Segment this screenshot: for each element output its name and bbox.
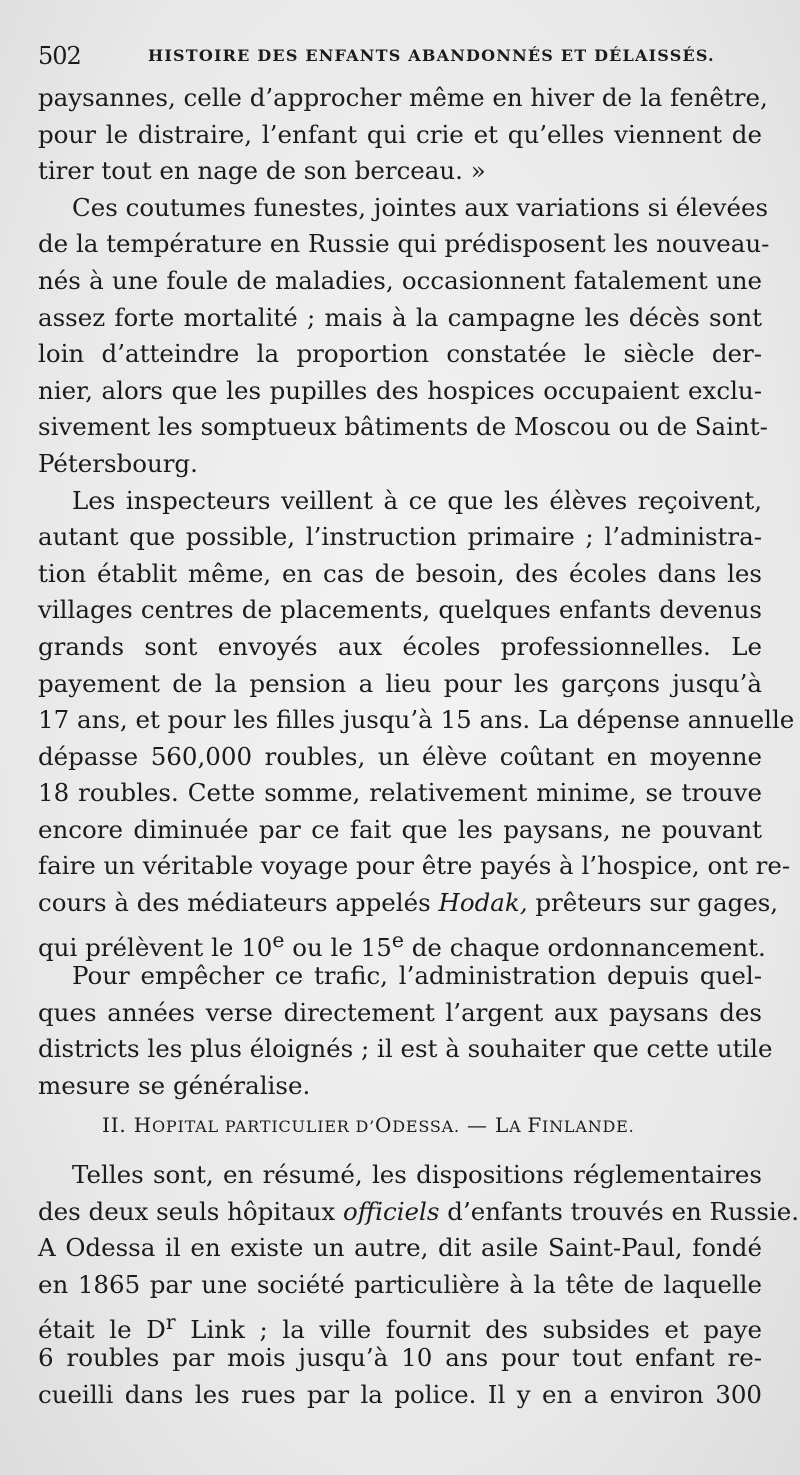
text-line bbox=[38, 922, 766, 962]
text-span: Link ; la ville fournit des subsides et paye bbox=[175, 1314, 762, 1344]
text-line: en 1865 par une société particulière à la tête de laquelle bbox=[38, 1270, 762, 1299]
text-line: faire un véritable voyage pour être payés à l’hospice, ont re- bbox=[38, 851, 791, 881]
italic-term: Hodak, bbox=[438, 888, 528, 918]
text-span: qui prélèvent le 10 bbox=[38, 932, 273, 962]
text-line bbox=[38, 1194, 800, 1231]
text-line: 17 ans, et pour les filles jusqu’à 15 ans. La dépense annuelle bbox=[38, 705, 795, 735]
text-line: A Odessa il en existe un autre, dit asile Saint-Paul, fondé bbox=[38, 1233, 762, 1263]
page-header bbox=[38, 38, 758, 78]
superscript: e bbox=[272, 927, 285, 952]
text-line: ques années verse directement l’argent aux paysans des bbox=[38, 997, 762, 1027]
superscript: r bbox=[165, 1309, 176, 1334]
text-line: Pétersbourg. bbox=[38, 448, 198, 478]
text-line: assez forte mortalité ; mais à la campagne les décès sont bbox=[38, 302, 762, 332]
superscript: e bbox=[391, 927, 404, 952]
text-line: nés à une foule de maladies, occasionnent fatalement une bbox=[38, 265, 762, 295]
text-line: Pour empêcher ce trafic, l’administration depuis quel- bbox=[72, 961, 762, 991]
small-caps: INLANDE. bbox=[542, 1116, 635, 1136]
page-number: 502 bbox=[38, 42, 81, 70]
text-line bbox=[38, 1304, 762, 1344]
text-span: prêteurs sur gages, bbox=[527, 888, 779, 918]
text-span: de chaque ordonnancement. bbox=[403, 932, 766, 962]
text-line: encore diminuée par ce fait que les paysans, ne pouvant bbox=[38, 814, 762, 844]
small-caps: A bbox=[509, 1116, 528, 1136]
text-line: tion établit même, en cas de besoin, des écoles dans les bbox=[38, 558, 762, 588]
text-line: Telles sont, en résumé, les dispositions réglementaires bbox=[72, 1160, 762, 1190]
text-line: paysannes, celle d’approcher même en hiver de la fenêtre, bbox=[38, 83, 768, 112]
text-line: de la température en Russie qui prédisposent les nouveau- bbox=[38, 229, 770, 259]
text-span: d’enfants trouvés en Russie. bbox=[439, 1196, 800, 1226]
text-line: autant que possible, l’instruction primaire ; l’administra- bbox=[38, 522, 762, 552]
text-span: ou le 15 bbox=[284, 932, 392, 962]
italic-term: officiels bbox=[343, 1196, 440, 1226]
small-caps: OPITAL PARTICULIER D’ bbox=[151, 1116, 376, 1136]
text-span: était le D bbox=[38, 1314, 166, 1344]
small-cap-initial: O bbox=[375, 1112, 393, 1137]
body-text bbox=[38, 80, 800, 1413]
small-caps: DESSA. bbox=[392, 1116, 460, 1136]
running-head: HISTOIRE DES ENFANTS ABANDONNÉS ET DÉLAISSÉS. bbox=[148, 46, 715, 65]
small-cap-initial: L bbox=[494, 1112, 510, 1137]
text-line bbox=[38, 885, 779, 922]
text-span: des deux seuls hôpitaux bbox=[38, 1196, 344, 1226]
text-line: loin d’atteindre la proportion constatée le siècle der- bbox=[38, 339, 762, 369]
text-line: mesure se généralise. bbox=[38, 1071, 311, 1101]
section-heading bbox=[38, 1107, 762, 1144]
small-cap-initial: H bbox=[133, 1112, 152, 1137]
text-span: cours à des médiateurs appelés bbox=[38, 888, 439, 918]
text-line: Les inspecteurs veillent à ce que les élèves reçoivent, bbox=[72, 485, 762, 515]
text-line: districts les plus éloignés ; il est à souhaiter que cette utile bbox=[38, 1034, 773, 1064]
text-line: Ces coutumes funestes, jointes aux variations si élevées bbox=[72, 192, 769, 222]
text-line: grands sont envoyés aux écoles professionnelles. Le bbox=[38, 631, 762, 661]
text-line: cueilli dans les rues par la police. Il y en a environ 300 bbox=[38, 1379, 762, 1409]
dash: — bbox=[459, 1112, 495, 1137]
section-numeral: II. bbox=[102, 1112, 134, 1137]
text-line: villages centres de placements, quelques enfants devenus bbox=[38, 595, 762, 625]
text-line: pour le distraire, l’enfant qui crie et qu’elles viennent de bbox=[38, 119, 762, 149]
text-line: payement de la pension a lieu pour les garçons jusqu’à bbox=[38, 668, 762, 698]
small-cap-initial: F bbox=[527, 1112, 542, 1137]
text-line: 18 roubles. Cette somme, relativement minime, se trouve bbox=[38, 778, 762, 808]
text-line: sivement les somptueux bâtiments de Moscou ou de Saint- bbox=[38, 412, 768, 442]
text-line: nier, alors que les pupilles des hospices occupaient exclu- bbox=[38, 375, 762, 405]
text-line: 6 roubles par mois jusqu’à 10 ans pour tout enfant re- bbox=[38, 1343, 762, 1373]
text-line: tirer tout en nage de son berceau. » bbox=[38, 156, 486, 186]
text-line: dépasse 560,000 roubles, un élève coûtant en moyenne bbox=[38, 741, 762, 771]
